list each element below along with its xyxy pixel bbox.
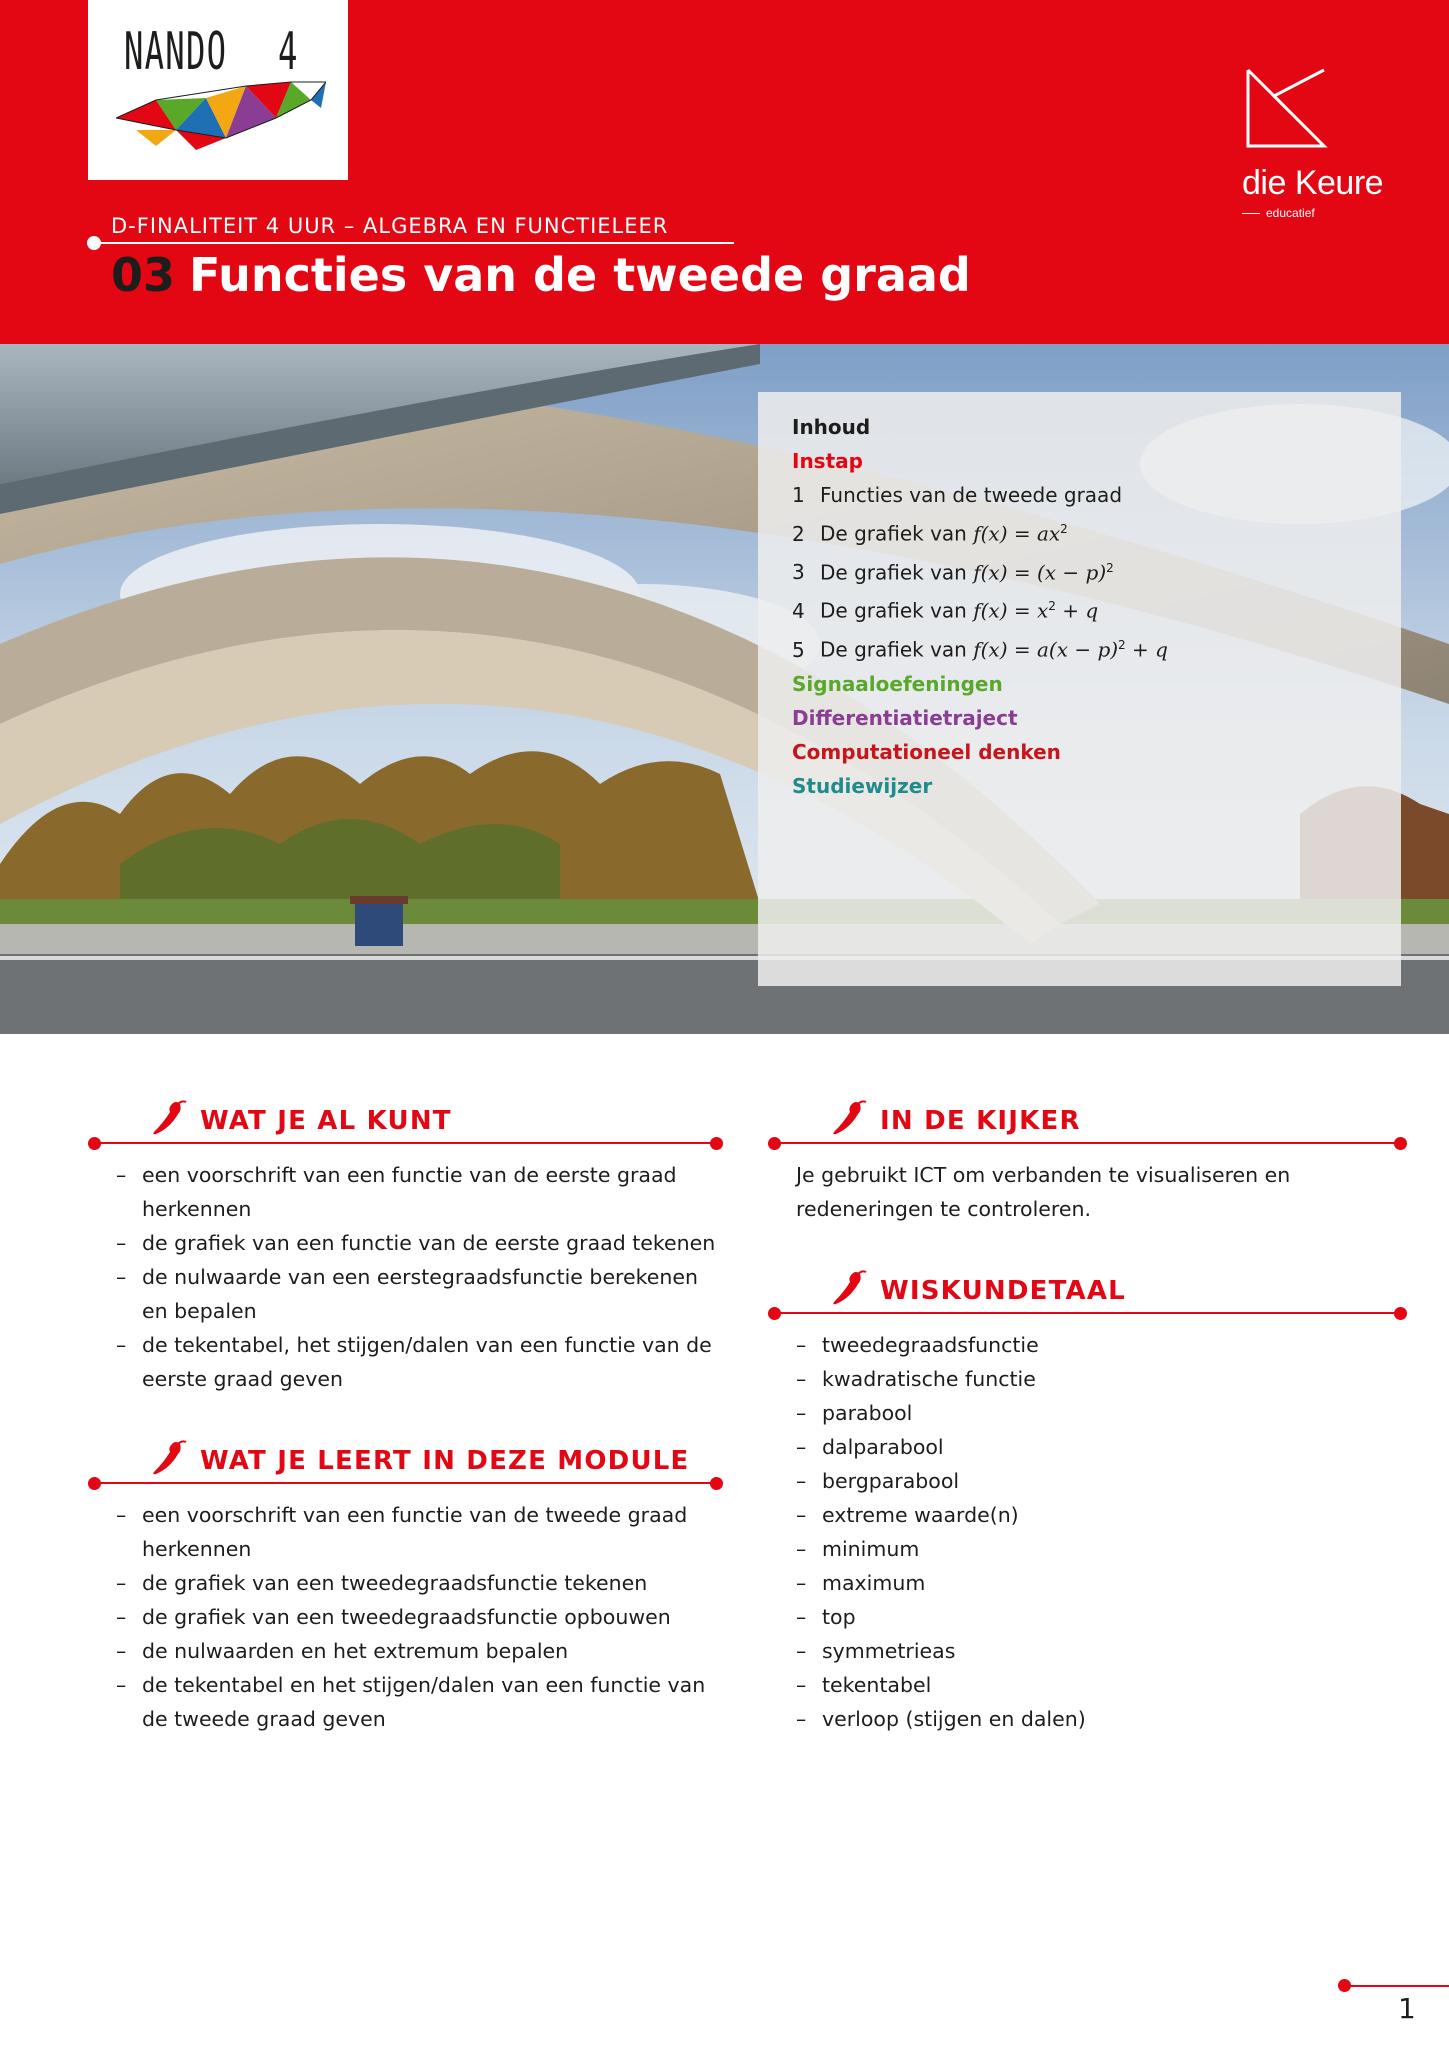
list-item: – minimum [768, 1532, 1408, 1566]
toc-formula: f(x) = (x − p) [973, 560, 1107, 585]
fish-icon [116, 78, 326, 158]
list [88, 1158, 728, 1396]
section-title: WAT JE LEERT IN DEZE MODULE [200, 1446, 690, 1476]
chapter-number: 03 [111, 248, 176, 302]
rule-dot-right [1394, 1137, 1407, 1150]
list-item: – symmetrieas [768, 1634, 1408, 1668]
toc-exponent: 2 [1106, 560, 1114, 575]
list-item: – top [768, 1600, 1408, 1634]
pepper-icon [830, 1268, 870, 1308]
list-item: – dalparabool [768, 1430, 1408, 1464]
list-item: – tekentabel [768, 1668, 1408, 1702]
chapter-title-text: Functies van de tweede graad [189, 248, 971, 302]
chapter-title [111, 248, 971, 302]
list-item: – de nulwaarden en het extremum bepalen [88, 1634, 728, 1668]
pepper-icon [830, 1098, 870, 1138]
nando-logo [88, 0, 348, 180]
list-item: – tweedegraadsfunctie [768, 1328, 1408, 1362]
toc-item-number: 5 [792, 637, 805, 662]
toc-computationeel[interactable]: Computationeel denken [792, 739, 1061, 764]
list-item: – bergparabool [768, 1464, 1408, 1498]
section-header [88, 1096, 728, 1146]
toc-exponent: 2 [1118, 637, 1126, 652]
section-title: WISKUNDETAAL [880, 1276, 1126, 1306]
in-de-kijker-text: Je gebruikt ICT om verbanden te visualiseren en redeneringen te controleren. [796, 1163, 1291, 1221]
toc-item-text: Functies van de tweede graad [820, 483, 1123, 507]
list-item: – de grafiek van een functie van de eerste graad tekenen [88, 1226, 728, 1260]
toc-item-text: De grafiek van [820, 560, 974, 585]
list-item: – de grafiek van een tweedegraadsfunctie tekenen [88, 1566, 728, 1600]
list-item: – een voorschrift van een functie van de eerste graad herkennen [88, 1158, 728, 1226]
table-of-contents [758, 392, 1401, 986]
k-logo-icon [1244, 66, 1328, 150]
toc-item[interactable] [792, 478, 1367, 512]
toc-formula: f(x) = a(x − p) [973, 637, 1119, 662]
toc-formula: f(x) = ax [973, 521, 1061, 546]
list [88, 1498, 728, 1736]
toc-item-number: 3 [792, 560, 805, 585]
section-header [768, 1266, 1408, 1316]
rule-dot-right [1394, 1307, 1407, 1320]
section-rule [774, 1312, 1402, 1314]
toc-item[interactable] [792, 551, 1367, 590]
toc-item-number: 4 [792, 598, 805, 623]
pepper-icon [150, 1438, 190, 1478]
list-item: – verloop (stijgen en dalen) [768, 1702, 1408, 1736]
section-wat-je-al-kunt [88, 1096, 728, 1396]
header-band [0, 0, 1449, 344]
logo-title: NANDO [124, 22, 228, 82]
logo-number: 4 [278, 22, 298, 82]
title-rule [94, 242, 734, 244]
list-item: – de tekentabel en het stijgen/dalen van een functie van de tweede graad geven [88, 1668, 728, 1736]
toc-formula-tail: + q [1125, 637, 1168, 662]
section-in-de-kijker [768, 1096, 1408, 1226]
list-item: – extreme waarde(n) [768, 1498, 1408, 1532]
toc-formula: f(x) = x [973, 598, 1049, 623]
toc-studiewijzer[interactable]: Studiewijzer [792, 773, 933, 798]
list-item: – kwadratische functie [768, 1362, 1408, 1396]
list-item: – maximum [768, 1566, 1408, 1600]
list-item: – de nulwaarde van een eerstegraadsfunctie berekenen en bepalen [88, 1260, 728, 1328]
toc-item[interactable] [792, 628, 1367, 667]
list-item: – een voorschrift van een functie van de tweede graad herkennen [88, 1498, 728, 1566]
list-item: – de grafiek van een tweedegraadsfunctie opbouwen [88, 1600, 728, 1634]
list-item: – parabool [768, 1396, 1408, 1430]
toc-item-text: De grafiek van [820, 521, 974, 546]
section-rule [94, 1142, 718, 1144]
rule-dot-right [710, 1137, 723, 1150]
toc-item[interactable] [792, 589, 1367, 628]
section-title: IN DE KIJKER [880, 1106, 1081, 1136]
page-number: 1 [1398, 1992, 1416, 2025]
toc-item-text: De grafiek van [820, 637, 974, 662]
section-rule [94, 1482, 718, 1484]
brand-name: die Keure [1242, 164, 1384, 202]
toc-exponent: 2 [1048, 599, 1056, 614]
list-item: – de tekentabel, het stijgen/dalen van een functie van de eerste graad geven [88, 1328, 728, 1396]
toc-item-number: 1 [792, 483, 805, 507]
section-title: WAT JE AL KUNT [200, 1106, 452, 1136]
toc-item-number: 2 [792, 521, 805, 546]
section-header [768, 1096, 1408, 1146]
brand-sub: educatief [1242, 206, 1315, 220]
section-wat-je-leert [88, 1436, 728, 1736]
module-subtitle: D-FINALITEIT 4 UUR – ALGEBRA EN FUNCTIELEER [111, 214, 669, 238]
section-header [88, 1436, 728, 1486]
section-rule [774, 1142, 1402, 1144]
pepper-icon [150, 1098, 190, 1138]
toc-formula-tail: + q [1055, 598, 1099, 623]
list [768, 1328, 1408, 1736]
section-wiskundetaal [768, 1266, 1408, 1736]
toc-heading: Inhoud [792, 415, 871, 439]
toc-exponent: 2 [1060, 522, 1068, 536]
toc-item-text: De grafiek van [820, 598, 974, 623]
toc-signaal[interactable]: Signaaloefeningen [792, 671, 1003, 696]
toc-instap[interactable]: Instap [792, 449, 863, 473]
rule-dot-right [710, 1477, 723, 1490]
toc-item[interactable] [792, 512, 1367, 551]
page-number-rule [1344, 1985, 1449, 1987]
die-keure-logo [1236, 62, 1396, 222]
toc-differentiatie[interactable]: Differentiatietraject [792, 705, 1018, 730]
